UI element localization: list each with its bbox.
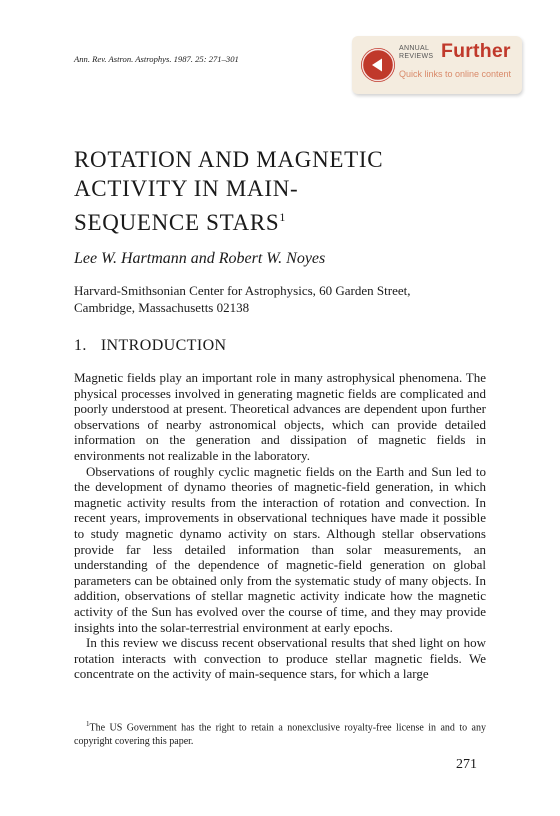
body-text [74,370,486,682]
article-title [74,145,383,237]
annual-reviews-label [399,45,433,60]
title-footnote-mark[interactable]: 1 [279,210,286,224]
authors: Lee W. Hartmann and Robert W. Noyes [74,250,326,267]
journal-citation: Ann. Rev. Astron. Astrophys. 1987. 25: 271–301 [74,54,239,64]
footnote-text: The US Government has the right to retain a nonexclusive royalty-free license in and to any copyright covering this paper. [74,722,486,747]
title-line-2: ACTIVITY IN MAIN- [74,176,299,201]
badge-annual-text: ANNUAL [399,45,430,52]
footnote-mark: 1 [86,720,90,728]
badge-reviews-text: REVIEWS [399,52,434,60]
footnote [74,718,486,748]
paragraph-3: In this review we discuss recent observational results that shed light on how rotation interacts with convection to produce stellar magnetic fields. We concentrate on the activity of main-sequence stars, for which a large [74,635,486,682]
paragraph-1: Magnetic fields play an important role in many astrophysical phenomena. The physical processes involved in generating magnetic fields are complicated and poorly understood at present. Theoretical advances are dependent upon further observations of nearby astronomical objects, which can provide detailed information on the generation and dissipation of magnetic fields in environments not realizable in the laboratory. [74,370,486,463]
section-heading [74,337,227,355]
badge-quick-links-link[interactable]: Quick links to online content [399,69,512,79]
title-line-3-text: SEQUENCE STARS [74,210,280,235]
back-arrow-icon [361,48,395,82]
affiliation-line-2: Cambridge, Massachusetts 02138 [74,300,250,315]
title-line-1: ROTATION AND MAGNETIC [74,147,384,172]
title-line-3 [74,203,383,237]
page-number: 271 [456,757,477,772]
annual-reviews-further-badge[interactable] [352,36,522,94]
badge-further-text: Further [441,40,511,62]
section-number: 1. [74,337,87,354]
section-title: INTRODUCTION [100,337,227,354]
affiliation-line-1: Harvard-Smithsonian Center for Astrophysics, 60 Garden Street, [74,283,411,298]
affiliation [74,282,410,316]
paragraph-2: Observations of roughly cyclic magnetic fields on the Earth and Sun led to the development of dynamo theories of magnetic-field generation, in which magnetic activity results from the interaction of rotation and convection. In recent years, improvements in observational techniques have made it possible to study magnetic dynamo activity on stars. Although stellar observations provide far less detailed information than solar measurements, an understanding of the dependence of magnetic-field generation on global parameters can be obtained only from the systematic study of many objects. In addition, observations of stellar magnetic activity indicate how the magnetic activity of the Sun has evolved over the course of time, and they may provide insights into the solar-terrestrial environment at early epochs. [74,463,486,635]
